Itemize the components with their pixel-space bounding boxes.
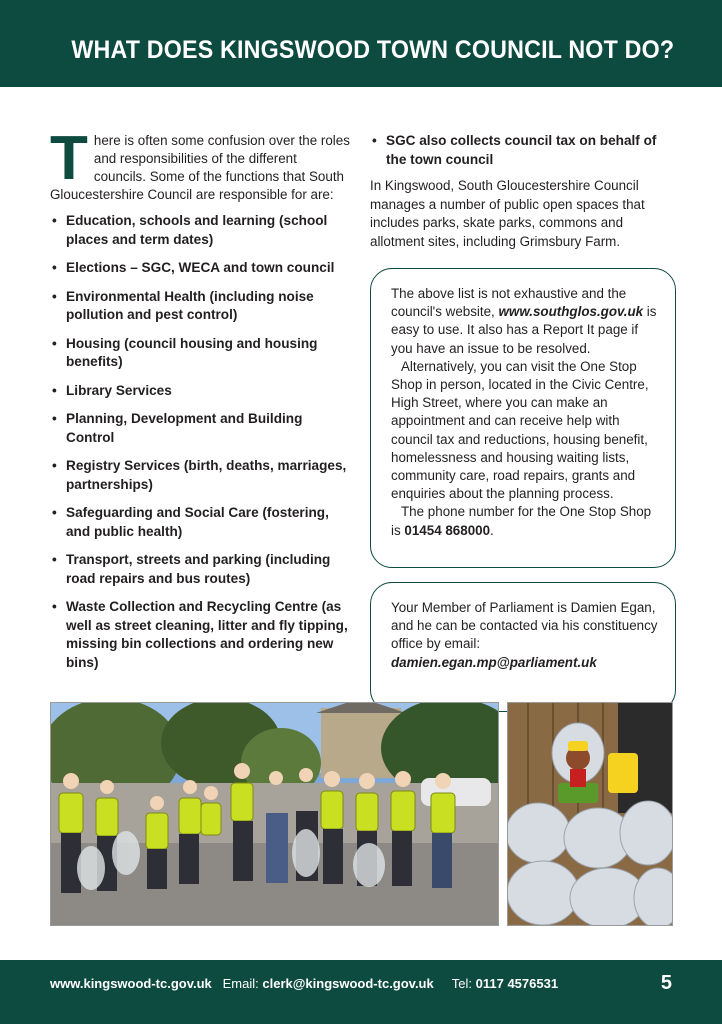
intro-paragraph <box>50 124 350 204</box>
footer-email-label: Email: <box>222 976 263 991</box>
footer-tel: 0117 4576531 <box>475 976 559 991</box>
list-item: • Education, schools and learning (school places and term dates) <box>50 212 350 249</box>
page-title: WHAT DOES KINGSWOOD TOWN COUNCIL NOT DO? <box>71 36 674 64</box>
mp-box <box>370 582 676 712</box>
drop-cap: T <box>50 124 88 193</box>
list-item: • SGC also collects council tax on behalf of the town council <box>370 132 675 169</box>
list-item: • Planning, Development and Building Control <box>50 410 350 447</box>
website-text: The above list is not exhaustive and the council's website, <box>391 286 627 320</box>
mp-email-link[interactable]: damien.egan.mp@parliament.uk <box>391 654 597 670</box>
page-number: 5 <box>660 972 672 994</box>
mp-paragraph: Your Member of Parliament is Damien Egan, and he can be contacted via his constituency office by email: <box>391 600 658 652</box>
phone-text-end: . <box>490 522 494 538</box>
website-paragraph <box>391 285 663 358</box>
council-tax-list <box>370 132 675 169</box>
list-item: • Library Services <box>50 382 350 401</box>
page-header <box>0 0 722 87</box>
list-item: • Housing (council housing and housing benefits) <box>50 335 350 372</box>
list-item: • Environmental Health (including noise pollution and pest control) <box>50 288 350 325</box>
responsibilities-list <box>50 212 350 672</box>
footer-website-link[interactable]: www.kingswood-tc.gov.uk <box>50 976 212 991</box>
volunteers-photo <box>50 702 499 926</box>
footer-email-link[interactable]: clerk@kingswood-tc.gov.uk <box>262 976 434 991</box>
left-column <box>50 124 350 682</box>
right-column <box>370 132 675 263</box>
list-item: • Waste Collection and Recycling Centre (as well as street cleaning, litter and fly tipping, missing bin collections and ordering new bins) <box>50 598 350 672</box>
list-item: • Transport, streets and parking (including road repairs and bus routes) <box>50 551 350 588</box>
list-item: • Elections – SGC, WECA and town council <box>50 259 350 278</box>
list-item: • Safeguarding and Social Care (fostering, and public health) <box>50 504 350 541</box>
footer-tel-label: Tel: <box>451 976 476 991</box>
footer-contact <box>50 976 558 991</box>
volunteers-illustration <box>51 703 498 925</box>
phone-number: 01454 868000 <box>404 522 491 538</box>
page-footer <box>0 960 722 1024</box>
open-spaces-paragraph: In Kingswood, South Gloucestershire Council manages a number of public open spaces that includes parks, skate parks, commons and allotment sites, including Grimsbury Farm. <box>370 178 645 249</box>
rubbish-bags-illustration <box>508 703 672 925</box>
intro-text: here is often some confusion over the roles and responsibilities of the different councils. Some of the functions that South Gloucestershire Council are responsible for are: <box>50 133 350 202</box>
southglos-link[interactable]: www.southglos.gov.uk <box>498 304 644 320</box>
list-item: • Registry Services (birth, deaths, marriages, partnerships) <box>50 457 350 494</box>
one-stop-shop-paragraph: Alternatively, you can visit the One Stop Shop in person, located in the Civic Centre, High Street, where you can make an appointment and can receive help with council tax and reductions, housing benefit, homelessness and housing waiting lists, community care, road repairs, grants and enquiries about the planning process. <box>391 358 649 502</box>
website-text-end: is easy to use. It also has a Report It page if you have an issue to be resolved. <box>391 304 657 356</box>
one-stop-shop-box <box>370 268 676 568</box>
phone-text: The phone number for the One Stop Shop is <box>391 504 652 538</box>
phone-paragraph <box>391 503 663 539</box>
rubbish-bags-photo <box>507 702 673 926</box>
